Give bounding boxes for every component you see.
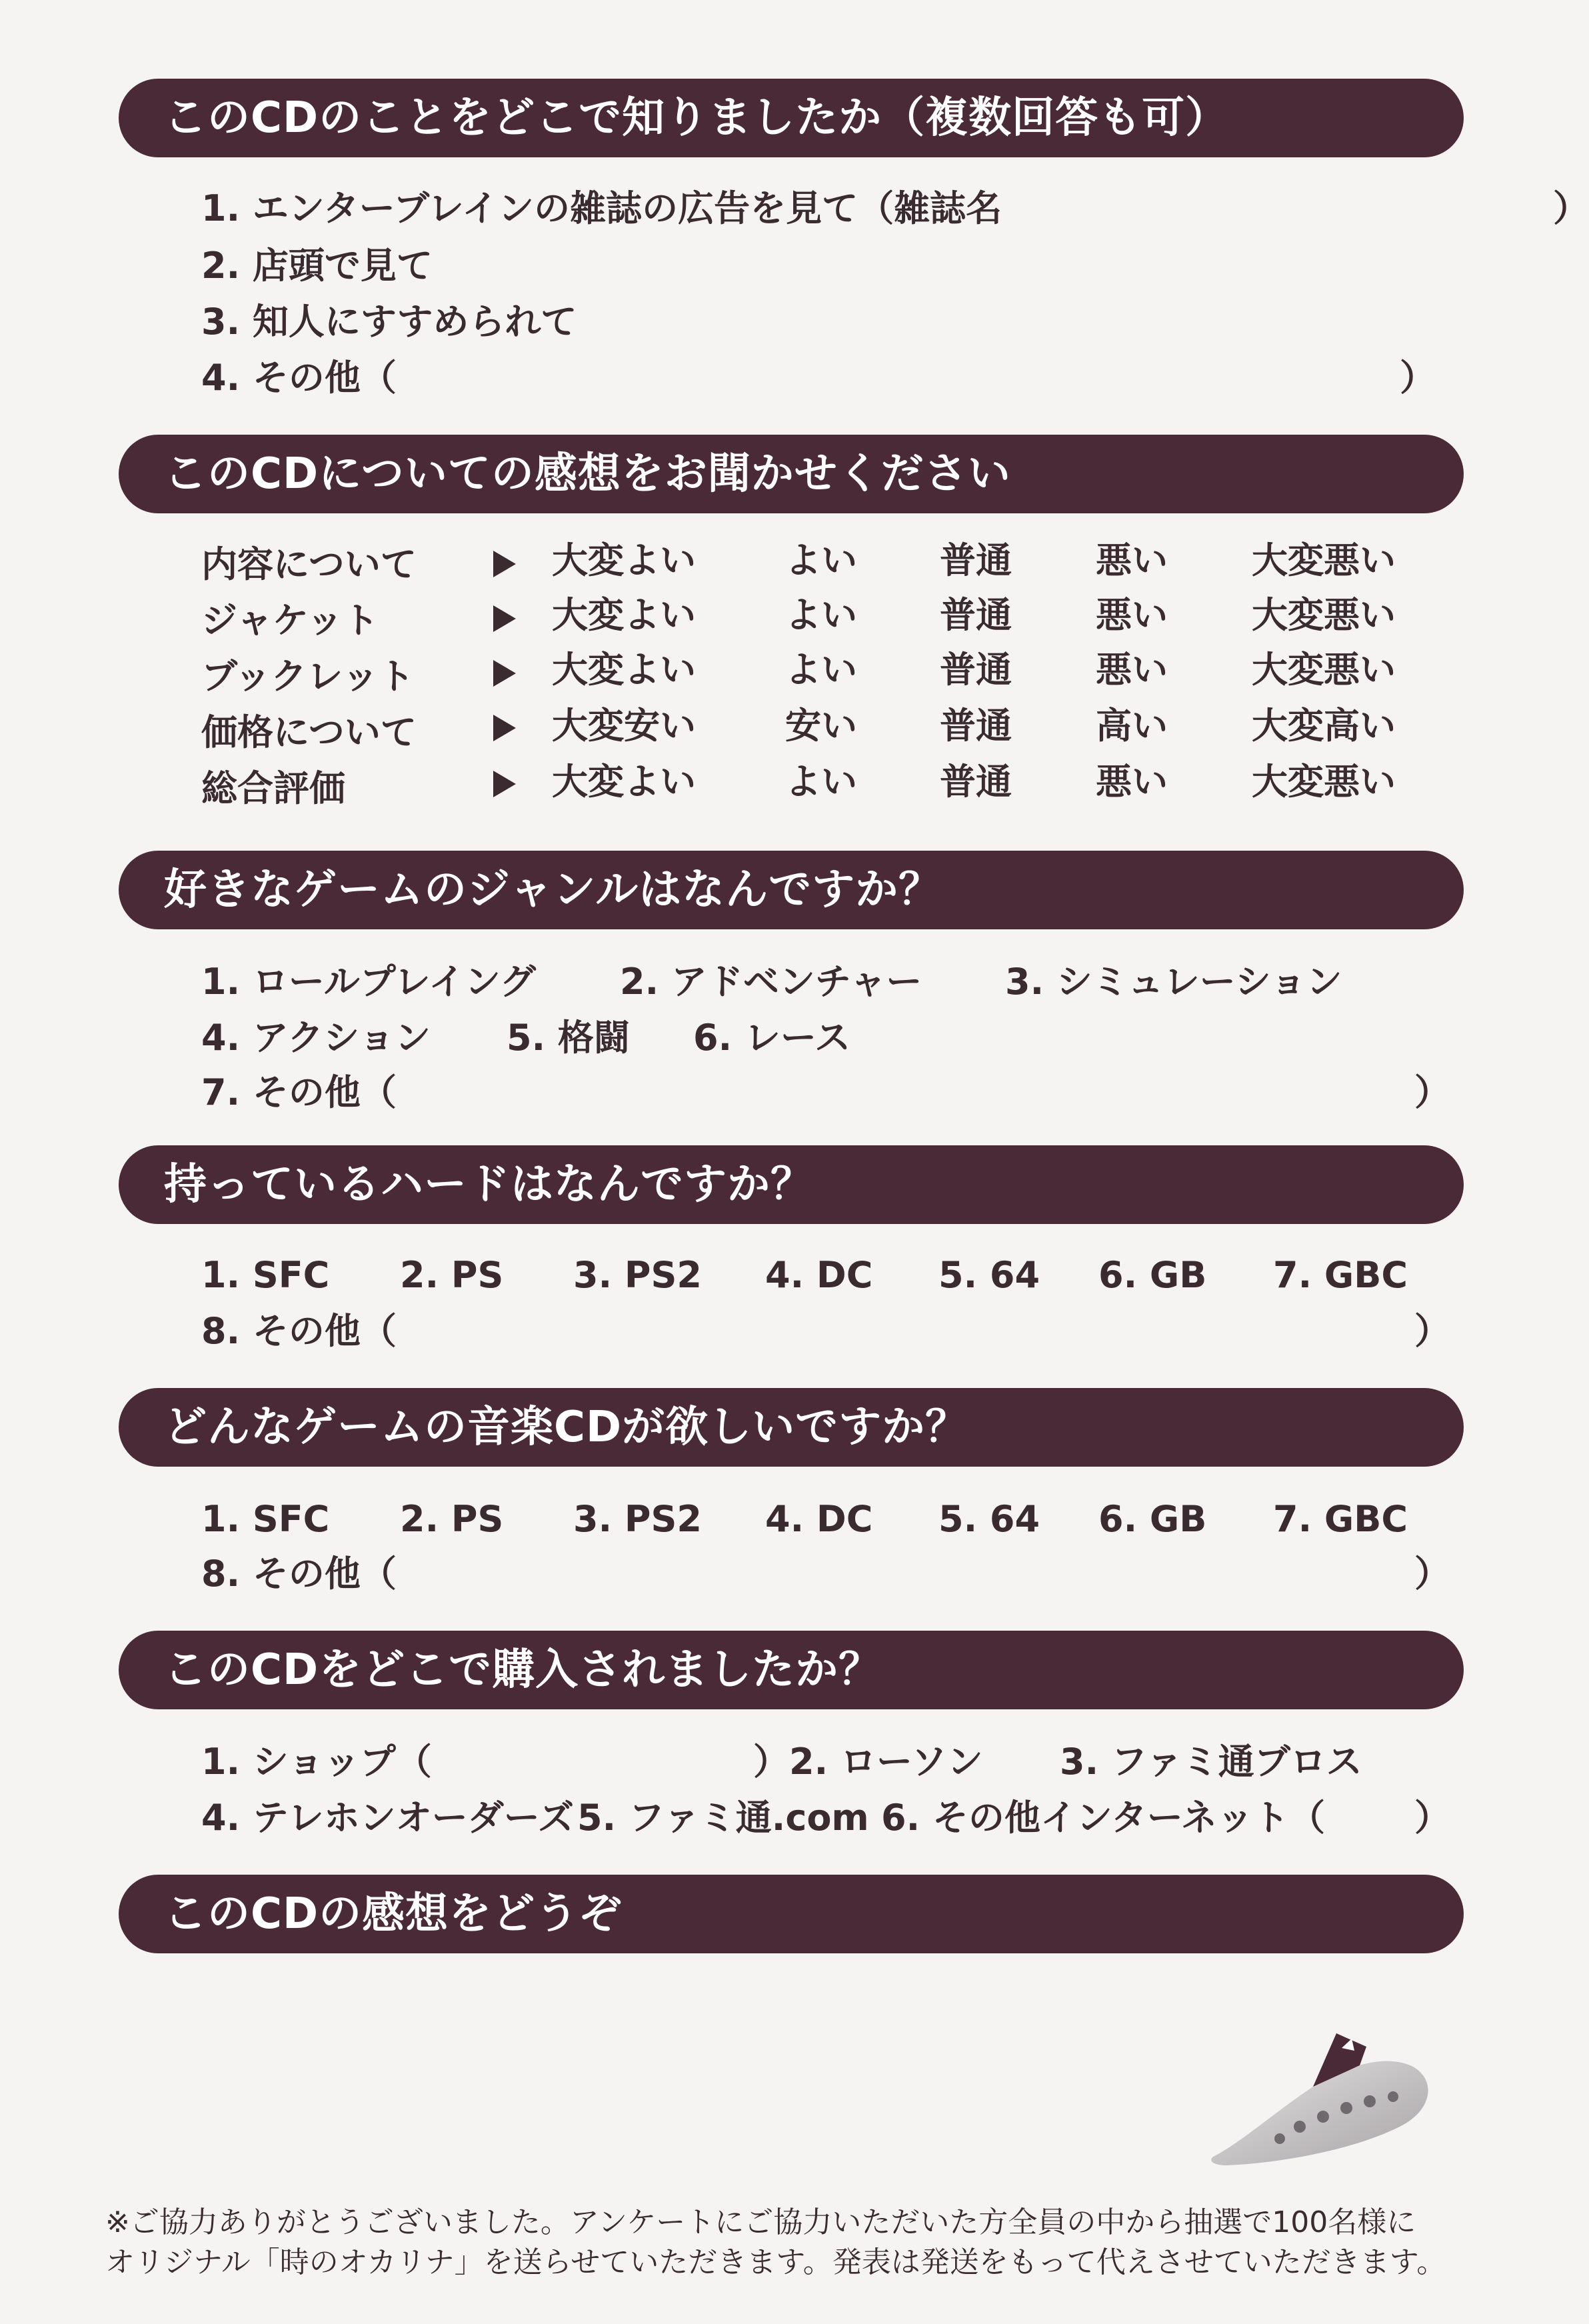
section-header-genre: 好きなゲームのジャンルはなんですか？: [119, 851, 1464, 929]
purchase-option: 1. ショップ（: [201, 1741, 432, 1783]
purchase-close-paren: ）: [1414, 1797, 1450, 1839]
genre-option: 3. シミュレーション: [1005, 961, 1342, 1003]
play-arrow-icon: [493, 551, 516, 577]
purchase-option: ）2. ローソン: [753, 1741, 983, 1783]
section-header-hardware: 持っているハードはなんですか？: [119, 1145, 1464, 1224]
rating-choice: 悪い: [1096, 594, 1168, 636]
play-arrow-icon: [493, 771, 516, 797]
genre-option: 4. アクション: [201, 1017, 431, 1059]
q1-option-2: 2. 店頭で見て: [201, 245, 433, 287]
q1-option-4: 4. その他（: [201, 357, 397, 399]
footer-note-line-2: オリジナル「時のオカリナ」を送らせていただきます。発表は発送をもって代えさせていただきます。: [105, 2245, 1446, 2279]
rating-row-label: 内容について: [201, 543, 417, 585]
hardware-close-paren: ）: [1414, 1310, 1450, 1352]
section-header-wanted-cd: どんなゲームの音楽CDが欲しいですか？: [119, 1388, 1464, 1467]
section-header-where-learned: このCDのことをどこで知りましたか（複数回答も可）: [119, 79, 1464, 157]
rating-choice: 安い: [785, 705, 857, 747]
rating-choice: 悪い: [1096, 649, 1168, 691]
rating-choice: 高い: [1096, 705, 1168, 747]
rating-choice: 大変よい: [552, 761, 696, 803]
rating-choice: よい: [785, 594, 857, 636]
rating-row-label: 価格について: [201, 711, 417, 753]
rating-choice: 大変悪い: [1252, 594, 1396, 636]
rating-row-label: ジャケット: [201, 599, 379, 641]
rating-choice: 大変悪い: [1252, 761, 1396, 803]
genre-option: 2. アドベンチャー: [620, 961, 922, 1003]
rating-choice: 普通: [940, 761, 1012, 803]
q1-close-paren-1: ）: [1553, 187, 1589, 229]
wanted-option: 2. PS: [400, 1498, 504, 1540]
rating-choice: 悪い: [1096, 761, 1168, 803]
q1-option-3: 3. 知人にすすめられて: [201, 301, 577, 343]
wanted-close-paren: ）: [1414, 1553, 1450, 1595]
genre-close-paren: ）: [1414, 1071, 1450, 1113]
wanted-option: 5. 64: [938, 1498, 1040, 1540]
rating-choice: よい: [785, 539, 857, 581]
hardware-option: 5. 64: [938, 1254, 1040, 1296]
hardware-option: 1. SFC: [201, 1254, 330, 1296]
rating-choice: よい: [785, 649, 857, 691]
rating-choice: 大変よい: [552, 539, 696, 581]
rating-choice: 普通: [940, 539, 1012, 581]
genre-option: 5. 格闘: [507, 1017, 630, 1059]
section-header-purchase-place: このCDをどこで購入されましたか？: [119, 1631, 1464, 1709]
rating-choice: 大変安い: [552, 705, 696, 747]
wanted-option-other: 8. その他（: [201, 1553, 397, 1595]
play-arrow-icon: [493, 605, 516, 632]
footer-note-line-1: ※ご協力ありがとうございました。アンケートにご協力いただいた方全員の中から抽選で100名様に: [105, 2205, 1416, 2239]
section-header-comments: このCDの感想をどうぞ: [119, 1875, 1464, 1953]
wanted-option: 7. GBC: [1273, 1498, 1408, 1540]
rating-choice: 悪い: [1096, 539, 1168, 581]
play-arrow-icon: [493, 715, 516, 741]
section-header-impressions: このCDについての感想をお聞かせください: [119, 435, 1464, 513]
hardware-option: 6. GB: [1098, 1254, 1207, 1296]
wanted-option: 6. GB: [1098, 1498, 1207, 1540]
rating-choice: 大変高い: [1252, 705, 1396, 747]
rating-choice: 大変悪い: [1252, 539, 1396, 581]
wanted-option: 4. DC: [765, 1498, 873, 1540]
purchase-option: 4. テレホンオーダーズ: [201, 1797, 575, 1839]
purchase-option: 3. ファミ通ブロス: [1060, 1741, 1362, 1783]
hardware-option-other: 8. その他（: [201, 1310, 397, 1352]
ocarina-icon: [1200, 1987, 1440, 2173]
rating-choice: 普通: [940, 594, 1012, 636]
genre-option: 1. ロールプレイング: [201, 961, 536, 1003]
wanted-option: 1. SFC: [201, 1498, 330, 1540]
rating-row-label: 総合評価: [201, 767, 345, 809]
q1-option-1: 1. エンターブレインの雑誌の広告を見て（雑誌名: [201, 187, 1002, 229]
hardware-option: 4. DC: [765, 1254, 873, 1296]
rating-row-label: ブックレット: [201, 655, 415, 697]
hardware-option: 3. PS2: [573, 1254, 702, 1296]
rating-choice: 大変よい: [552, 649, 696, 691]
genre-option: 6. レース: [693, 1017, 851, 1059]
q1-close-paren-4: ）: [1400, 357, 1436, 399]
genre-option-other: 7. その他（: [201, 1071, 397, 1113]
hardware-option: 7. GBC: [1273, 1254, 1408, 1296]
wanted-option: 3. PS2: [573, 1498, 702, 1540]
play-arrow-icon: [493, 660, 516, 687]
purchase-option: 5. ファミ通.com: [577, 1797, 869, 1839]
rating-choice: 普通: [940, 705, 1012, 747]
rating-choice: 普通: [940, 649, 1012, 691]
purchase-option-other: 6. その他インターネット（: [881, 1797, 1326, 1839]
rating-choice: 大変よい: [552, 594, 696, 636]
hardware-option: 2. PS: [400, 1254, 504, 1296]
rating-choice: 大変悪い: [1252, 649, 1396, 691]
rating-choice: よい: [785, 761, 857, 803]
